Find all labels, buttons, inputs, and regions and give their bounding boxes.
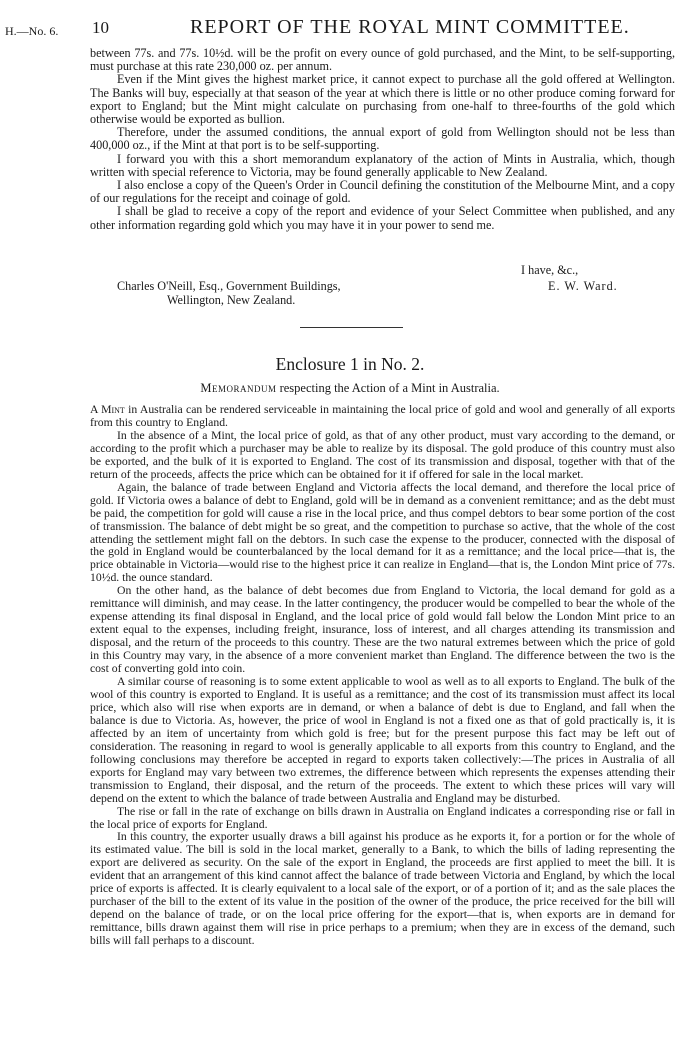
section-divider [300,327,403,328]
memorandum-paragraph: The rise or fall in the rate of exchange on bills drawn in Australia on England indicates a corresponding rise or fall in the local price of exports for England. [90,804,675,831]
signature: E. W. Ward. [548,279,618,293]
memorandum-paragraph: Again, the balance of trade between England and Victoria affects the local demand, and therefore the local price of gold. If Victoria owes a balance of debt to England, gold will be in demand as a convenient remittance; and as the debt must be paid, the competition for gold will cause a rise in the local price, and thus compel debtors to bear some portion of the cost of transmission. The balance of debt might be so great, and the competition to purchase so active, that the whole of the cost attending the settlement might fall on the debtors. In such case the expense to the producer, connected with the disposal of the gold in England would be counterbalanced by the local demand for it as a remittance; and the local price—that is, the price obtainable in Victoria—would rise to the highest price it can realize in England—that is, the London Mint price of 77s. 10½d. the ounce standard. [90,480,675,585]
letter-paragraph: I forward you with this a short memorandum explanatory of the action of Mints in Australia, which, though written with special reference to Victoria, may be found generally applicable to New Zealand. [90,151,675,179]
page-number: 10 [92,18,109,37]
opening-word: A Mint [90,403,125,416]
letter-body [90,47,675,232]
memorandum-lead: Memorandum [200,381,277,395]
letter-paragraph: Even if the Mint gives the highest market price, it cannot expect to purchase all the gold offered at Wellington. The Banks will buy, especially at that season of the year at which there is little or no other produce coming forward for export to England; but the Mint might calculate on purchasing from one-half to three-fourths of the gold which otherwise would be exported as bullion. [90,72,675,127]
addressee-line: Charles O'Neill, Esq., Government Buildings, [117,279,341,293]
letter-signoff [90,263,675,313]
memorandum-rest: respecting the Action of a Mint in Australia. [276,381,500,395]
page-header [0,12,700,42]
addressee-line: Wellington, New Zealand. [167,293,296,307]
letter-paragraph: I also enclose a copy of the Queen's Order in Council defining the constitution of the Melbourne Mint, and a copy of our regulations for the receipt and coinage of gold. [90,178,675,206]
memorandum-body [90,404,675,948]
opening-text: in Australia can be rendered serviceable in maintaining the local price of gold and wool and generally of all exports from this country to England. [90,403,676,429]
running-title: REPORT OF THE ROYAL MINT COMMITTEE. [190,16,630,38]
memorandum-paragraph: A similar course of reasoning is to some extent applicable to wool as well as to all exports to England. The bulk of the wool of this country is exported to England. It is useful as a remittance; and the cost of its transmission must affect its local price, which also will rise when exports are in demand, or when a balance of debt is due to England, and fall when the balance is due to Victoria. As, however, the price of wool in England is not a fixed one as that of gold practically is, it is affected by an item of uncertainty from which gold is free; but for the present purpose this fact may be left out of consideration. The reasoning in regard to wool is generally applicable to all exports from this country to England, and the following conclusions may therefore be accepted in regard to exports taken collectively:—The prices in Australia of all exports for England may vary between two extremes, the difference between which represents the expenses attending their transmission to England, their disposal, and the return of the proceeds. The extent to which these prices will vary will depend on the extent to which the balance of trade between Australia and England may be disturbed. [90,675,675,805]
letter-paragraph: Therefore, under the assumed conditions, the annual export of gold from Wellington should not be less than 400,000 oz., if the Mint at that port is to be self-supporting. [90,125,675,153]
memorandum-paragraph: On the other hand, as the balance of debt becomes due from England to Victoria, the local demand for gold as a remittance will diminish, and may cease. In the latter contingency, the producer would be compelled to bear the whole of the expense attending its final disposal in England, and the local price of gold would fall below the London Mint price to an extent equal to the expenses, including freight, insurance, loss of interest, and all charges attending its transmission and disposal, and the return of the proceeds to this country. These are the two natural extremes between which the price of gold in this Country may vary, in the absence of a more convenient market than England. The difference between the two is the cost of converting gold into coin. [90,584,675,676]
memorandum-paragraph: In this country, the exporter usually draws a bill against his produce as he exports it, for a portion or for the whole of its estimated value. The bill is sold in the local market, generally to a Bank, to which the bills of lading representing the export are delivered as security. On the sale of the export in England, the proceeds are first applied to meet the bill. It is evident that an arrangement of this kind cannot affect the balance of trade between Victoria and England, by which the local price of exports is affected. It is clearly equivalent to a local sale of the export, or of a portion of it; and as the sale places the purchaser of the bill to the extent of its value in the position of the owner of the produce, the price received for the bill will depend on the balance of trade, or on the local price offering for the export—that is, when exports are in demand for remittance, bills drawn against them will rise in price perhaps to a premium; when they are in excess of the demand, such bills will fall perhaps to a discount. [90,830,675,948]
memorandum-paragraph [90,404,675,430]
letter-paragraph: between 77s. and 77s. 10½d. will be the profit on every ounce of gold purchased, and the Mint, to be self-supporting, must purchase at this rate 230,000 oz. per annum. [90,46,675,74]
letter-paragraph: I shall be glad to receive a copy of the report and evidence of your Select Committee when published, and any other information regarding gold which you may have it in your power to send me. [90,204,675,232]
memorandum-paragraph: In the absence of a Mint, the local price of gold, as that of any other product, must vary according to the demand, or according to the profit which a purchaser may be able to realize by its disposal. The gold produce of this country must also be exported, and the bulk of it is exported to England. The cost of its transmission and disposal, together with that of the return of the proceeds, affects the price which can be obtained for it if offered for sale in the local market. [90,428,675,481]
memorandum-title [0,381,700,396]
enclosure-heading: Enclosure 1 in No. 2. [275,354,425,374]
closing-line: I have, &c., [521,263,579,277]
document-code: H.—No. 6. [5,24,59,38]
